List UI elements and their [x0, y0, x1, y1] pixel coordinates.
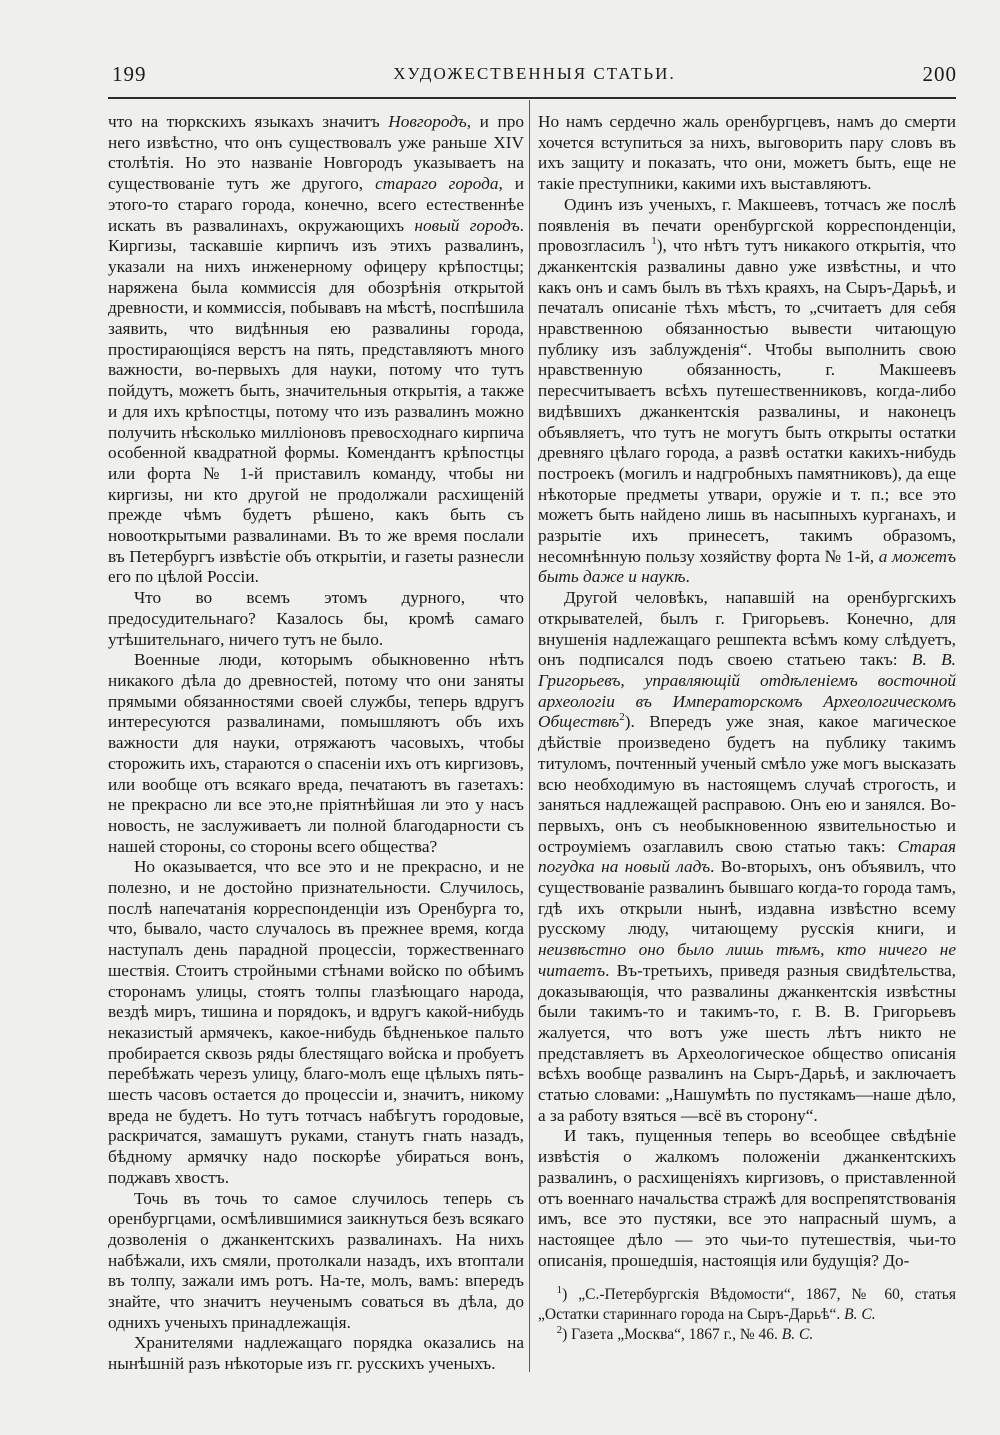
- page-number-right: 200: [922, 62, 957, 86]
- running-title: ХУДОЖЕСТВЕННЫЯ СТАТЬИ.: [393, 64, 676, 83]
- paragraph: Но намъ сердечно жаль оренбургцевъ, намъ до смерти хочется вступиться за нихъ, выговорить пару словъ въ ихъ защиту и показать, что они, можетъ быть, еще не такіе преступники, какими ихъ выставляютъ.: [538, 112, 956, 194]
- footnotes: [538, 1285, 956, 1345]
- paragraph: Но оказывается, что все это и не прекрасно, и не полезно, и не достойно признательности. Случилось, послѣ напечатанія корреспонденціи изъ Оренбурга то, что, бывало, часто случалось въ прежнее время, когда наступалъ день парадной процессіи, торжественнаго шествія. Стоитъ стройными стѣнами войско по обѣимъ сторонамъ улицы, стоятъ толпы глазѣющаго народа, вездѣ миръ, тишина и порядокъ, и вдругъ какой-нибудь неказистый армячекъ, какое-нибудь бѣдненькое пальто пробирается сквозь ряды блестящаго войска и пробуетъ перебѣжать черезъ улицу, благо-молъ еще цѣлыхъ пять-шесть часовъ остается до процессіи и, значитъ, никому вреда не будетъ. Но тутъ тотчасъ набѣгутъ городовые, раскричатся, замашутъ руками, станутъ гнать назадъ, бѣдному армячку надо поскорѣе убираться вонъ, поджавъ хвостъ.: [108, 857, 524, 1187]
- left-column: [108, 112, 524, 1375]
- paragraph: И такъ, пущенныя теперь во всеобщее свѣдѣніе извѣстія о жалкомъ положеніи джанкентскихъ развалинъ, о расхищеніяхъ киргизовъ, о приставленной отъ военнаго начальства стражѣ для воспрепятствованія имъ, все это пустяки, все это напрасный шумъ, а настоящее дѣло — это чьи-то путешествія, чьи-то описанія, прошедшія, настоящія или будущія? До-: [538, 1126, 956, 1270]
- footnote: $^1$) „С.-Петербургскія Вѣдомости“, 1867, № 60, статья „Остатки стариннаго города на Сыръ-Дарьѣ“. В. С.: [538, 1283, 956, 1323]
- paragraph: что на тюркскихъ языкахъ значитъ Новгородъ, и про него извѣстно, что онъ существовалъ уже раньше XIV столѣтія. Но это названіе Новгородъ указываетъ на существованіе тутъ же другого, стараго города, и этого-то стараго города, конечно, всего естественнѣе искать въ развалинахъ, окружающихъ новый городъ. Киргизы, таскавшіе кирпичъ изъ этихъ развалинъ, указали на нихъ инженерному офицеру крѣпостцы; наряжена была коммиссія для обозрѣнія открытой древности, и коммиссія, побывавъ на мѣстѣ, поспѣшила заявить, что видѣнныя ею развалины города, простирающіяся верстъ на пять, представляютъ много важности, во-первыхъ для науки, потому что тутъ пойдутъ, можетъ быть, значительныя открытія, а также и для ихъ крѣпостцы, потому что изъ развалинъ можно получить нѣсколько милліоновъ превосходнаго кирпича особенной квадратной формы. Комендантъ крѣпостцы или форта № 1-й приставилъ команду, чтобы ни киргизы, ни кто другой не продолжали расхищеній прежде чѣмъ будетъ рѣшено, какъ быть съ новооткрытыми развалинами. Въ то же время послали въ Петербургъ извѣстіе объ открытіи, и газеты разнесли его по цѣлой Россіи.: [108, 112, 524, 587]
- page-number-left: 199: [112, 62, 147, 86]
- running-header: [112, 62, 957, 88]
- paragraph: Хранителями надлежащаго порядка оказались на нынѣшній разъ нѣкоторые изъ гг. русскихъ ученыхъ.: [108, 1333, 524, 1374]
- footnote-ref[interactable]: 1: [651, 235, 657, 248]
- header-rule: [108, 97, 956, 99]
- column-divider: [529, 100, 530, 1372]
- footnote-ref[interactable]: 2: [619, 711, 625, 724]
- paragraph: Точь въ точь то самое случилось теперь съ оренбургцами, осмѣлившимися заикнуться безъ всякаго дозволенія о джанкентскихъ развалинахъ. На нихъ набѣжали, ихъ смяли, протолкали назадъ, ихъ втоптали въ толпу, зажали имъ ротъ. На-те, молъ, вамъ: впередъ знайте, что значитъ неученымъ соваться въ дѣла, до однихъ ученыхъ принадлежащія.: [108, 1188, 524, 1332]
- paragraph: Другой человѣкъ, напавшій на оренбургскихъ открывателей, былъ г. Григорьевъ. Конечно, для внушенія надлежащаго решпекта всѣмъ кому слѣдуетъ, онъ подписался подъ своею статьею такъ: В. В. Григорьевъ, управляющій отдѣленіемъ восточной археологіи въ Императорскомъ Археологическомъ Обществѣ$^2$). Впередъ уже зная, какое магическое дѣйствіе произведено будетъ на публику такимъ титуломъ, почтенный ученый смѣло уже могъ высказать всю необходимую въ настоящемъ случаѣ строгость, и заняться надлежащей расправою. Онъ ею и занялся. Во-первыхъ, онъ съ необыкновенною язвительностью и остроуміемъ озаглавилъ свою статью такъ: Старая погудка на новый ладъ. Во-вторыхъ, онъ объявилъ, что существованіе развалинъ бывшаго когда-то города тамъ, гдѣ ихъ открыли нынѣ, издавна извѣстно всему русскому люду, читающему русскія книги, и неизвѣстно оно было лишь тѣмъ, кто ничего не читаетъ. Въ-третьихъ, приведя разныя свидѣтельства, доказывающія, что развалины джанкентскія извѣстны были такимъ-то и такимъ-то, г. В. В. Григорьевъ жалуется, что вотъ уже шесть лѣтъ никто не представляетъ въ Археологическое общество описанія всѣхъ вообще развалинъ на Сыръ-Дарьѣ, и заключаетъ статью словами: „Нашумѣть по пустякамъ—наше дѣло, а за работу взяться —всё въ сторону“.: [538, 588, 957, 1125]
- paragraph: Одинъ изъ ученыхъ, г. Макшеевъ, тотчасъ же послѣ появленія въ печати оренбургской корреспонденціи, провозгласилъ $^1$), что нѣтъ тутъ никакого открытія, что джанкентскія развалины давно уже извѣстны, и что какъ онъ и самъ былъ въ тѣхъ краяхъ, на Сыръ-Дарьѣ, и печаталъ описаніе тѣхъ мѣстъ, то „считаетъ для себя нравственною обязанностью вывести читающую публику изъ заблужденія“. Чтобы выполнить свою нравственную обязанность, г. Макшеевъ пересчитываетъ всѣхъ путешественниковъ, когда-либо видѣвшихъ джанкентскія развалины, и наконецъ объявляетъ, что тутъ не могутъ быть открыты остатки древняго цѣлаго города, а развѣ остатки какихъ-нибудь построекъ (могилъ и надгробныхъ памятниковъ), да еще нѣкоторые предметы утвари, оружіе и т. п.; все это можетъ быть найдено лишь въ насыпныхъ курганахъ, и разрытіе ихъ принесетъ, такимъ образомъ, несомнѣнную пользу хозяйству форта № 1-й, а можетъ быть даже и наукѣ.: [538, 194, 957, 587]
- paragraph: Военные люди, которымъ обыкновенно нѣтъ никакого дѣла до древностей, потому что они заняты прямыми обязанностями своей службы, теперь вдругъ интересуются развалинами, помышляютъ объ ихъ важности для науки, отряжаютъ часовыхъ, чтобы сторожить ихъ, стараются о спасеніи ихъ отъ киргизовъ, или вообще отъ всякаго вреда, печатаютъ въ газетахъ: не прекрасно ли все это,не пріятнѣйшая ли это у насъ новость, не заслуживаетъ ли полной благодарности съ нашей стороны, со стороны всего общества?: [108, 650, 524, 856]
- paragraph: Что во всемъ этомъ дурного, что предосудительнаго? Казалось бы, кромѣ самаго утѣшительнаго, ничего тутъ не было.: [108, 588, 524, 649]
- footnote: $^2$) Газета „Москва“, 1867 г., № 46. В. С.: [556, 1323, 814, 1343]
- right-column: [538, 112, 956, 1271]
